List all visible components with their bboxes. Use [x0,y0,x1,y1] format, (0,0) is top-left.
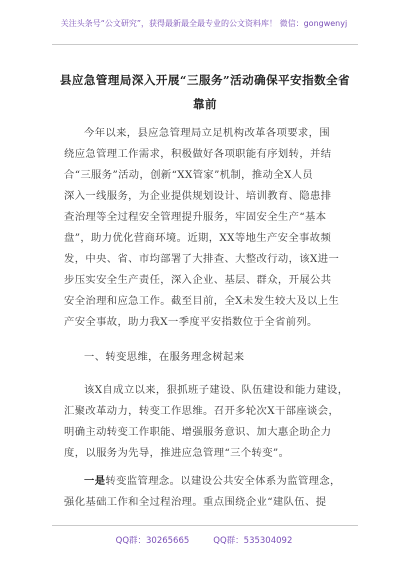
paragraph-line: 明确主动转变工作职能、增强服务意识、加大惠企助企力 [64,426,332,438]
document-title-line-2: 靠前 [193,97,217,111]
footer [0,534,408,546]
footer-divider [52,525,358,526]
paragraph-line: 安全治理和应急工作。截至目前，全X未发生较大及以上生 [64,295,340,307]
paragraph-line: 步压实安全生产责任，深入企业、基层、群众，开展公共 [64,274,332,286]
footer-qq-group-2: QQ群：535304092 [213,536,293,546]
paragraph-line: 盘”，助力优化营商环境。近期，XX等地生产安全事故频 [64,232,332,244]
paragraph-line: 今年以来，县应急管理局立足机构改革各项要求，围 [84,127,331,139]
paragraph-line: 深入一线服务，为企业提供规划设计、培训教育、隐患排 [64,190,332,202]
document-title-line-1: 县应急管理局深入开展“三服务”活动确保平安指数全省 [59,73,351,87]
paragraph-line: 强化基础工作和全过程治理。重点围绕企业“建队伍、提 [64,496,327,508]
paragraph-line: 汇聚改革动力，转变工作思维。召开多轮次X干部座谈会， [64,405,340,417]
paragraph-line: 产安全事故，助力我X一季度平安指数位于全省前列。 [64,316,318,328]
paragraph-line-rest: 转变监管理念。以建设公共安全体系为监管理念， [105,475,341,487]
section-heading: 一、转变思维，在服务理念树起来 [84,351,245,363]
paragraph-line: 合“三服务”活动，创新“XX管家”机制，推动全X人员 [64,169,314,181]
paragraph-lead: 一是 [84,475,106,487]
header-divider [52,44,358,45]
footer-qq-group-1: QQ群：30265665 [115,536,190,546]
paragraph-line: 查治理等全过程安全管理提升服务，牢固安全生产“基本 [64,211,327,223]
paragraph-line: 绕应急管理工作需求，积极做好各项职能有序划转，并结 [64,148,332,160]
header-banner: 关注头条号“公文研究”，获得最新最全最专业的公文资料库！ 微信：gongwenyj [60,19,348,28]
paragraph-line: 发，中央、省、市均部署了大排查、大整改行动，该X进一 [64,253,340,265]
paragraph-line [84,474,364,488]
paragraph-line: 该X自成立以来，狠抓班子建设、队伍建设和能力建设， [84,384,349,396]
paragraph-line: 度，以服务为先导，推进应急管理“三个转变”。 [64,447,290,459]
